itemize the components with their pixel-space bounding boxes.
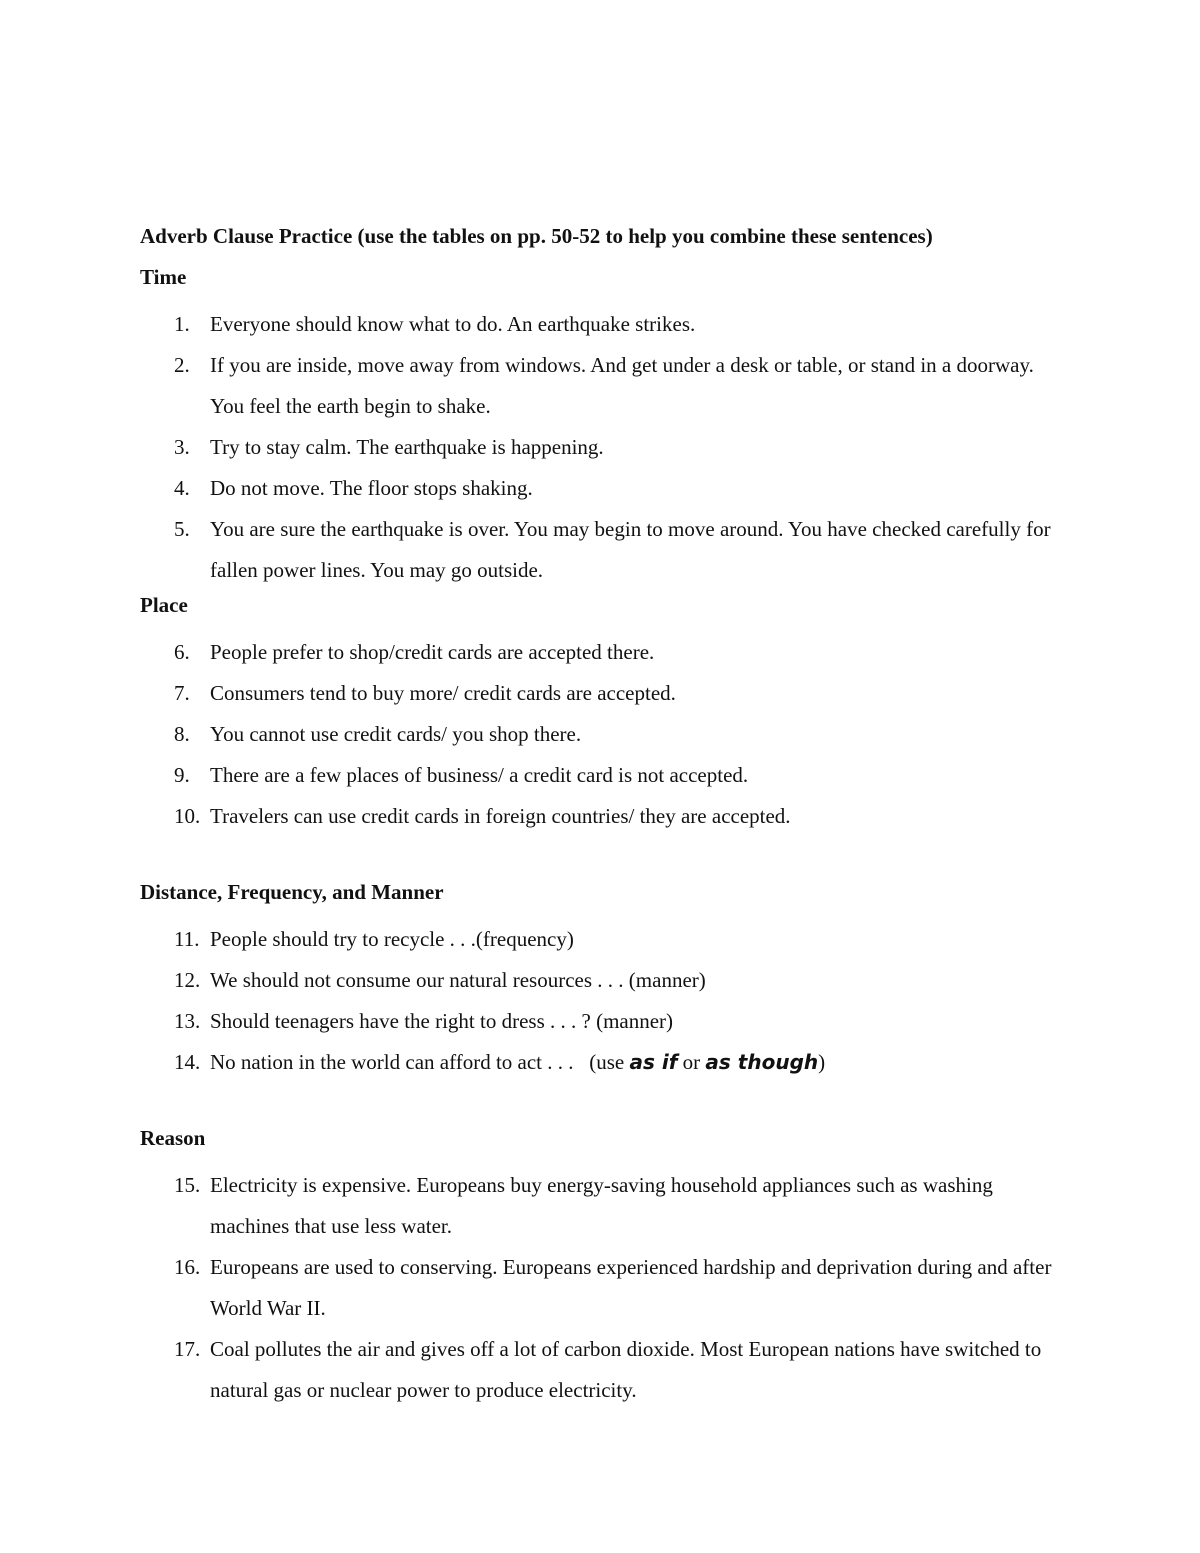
item-number: 12. <box>174 968 201 992</box>
list-item <box>140 345 1060 427</box>
item-number: 4. <box>174 476 190 500</box>
item-text: We should not consume our natural resources . . . (manner) <box>210 968 706 992</box>
list-time <box>140 304 1060 591</box>
item-text <box>210 1050 825 1074</box>
item-number: 2. <box>174 353 190 377</box>
item-text: Everyone should know what to do. An earthquake strikes. <box>210 312 696 336</box>
item-number: 16. <box>174 1255 201 1279</box>
section-heading-reason: Reason <box>140 1126 206 1150</box>
emphasis-as-if: as if <box>629 1050 678 1074</box>
list-item <box>140 1247 1060 1329</box>
emphasis-as-though: as though <box>705 1050 819 1074</box>
list-item <box>140 468 1060 509</box>
item-number: 13. <box>174 1009 201 1033</box>
section-heading-time: Time <box>140 265 187 289</box>
list-item <box>140 1042 1060 1083</box>
item-number: 8. <box>174 722 190 746</box>
item-text: Do not move. The floor stops shaking. <box>210 476 533 500</box>
item-text: If you are inside, move away from windows. And get under a desk or table, or stand in a doorway. You feel the earth begin to shake. <box>210 353 1034 418</box>
item-number: 1. <box>174 312 190 336</box>
list-item <box>140 427 1060 468</box>
item-text: You are sure the earthquake is over. You may begin to move around. You have checked carefully for fallen power lines. You may go outside. <box>210 517 1051 582</box>
item-number: 15. <box>174 1173 201 1197</box>
item-number: 17. <box>174 1337 201 1361</box>
list-item <box>140 1165 1060 1247</box>
list-item <box>140 632 1060 673</box>
item-number: 7. <box>174 681 190 705</box>
item-text: You cannot use credit cards/ you shop there. <box>210 722 582 746</box>
item-number: 14. <box>174 1050 201 1074</box>
item-text: Should teenagers have the right to dress . . . ? (manner) <box>210 1009 674 1033</box>
item-number: 9. <box>174 763 190 787</box>
list-item <box>140 509 1060 591</box>
item-text-before: No nation in the world can afford to act . . . (use <box>210 1050 630 1074</box>
item-number: 11. <box>174 927 200 951</box>
item-text: People prefer to shop/credit cards are accepted there. <box>210 640 655 664</box>
item-text: There are a few places of business/ a credit card is not accepted. <box>210 763 749 787</box>
list-item <box>140 673 1060 714</box>
list-distance-frequency-manner <box>140 919 1060 1083</box>
section-heading-distance-frequency-manner: Distance, Frequency, and Manner <box>140 880 444 904</box>
item-number: 6. <box>174 640 190 664</box>
list-item <box>140 1001 1060 1042</box>
list-item <box>140 755 1060 796</box>
item-number: 5. <box>174 517 190 541</box>
item-text: Try to stay calm. The earthquake is happening. <box>210 435 604 459</box>
item-text: Electricity is expensive. Europeans buy energy-saving household appliances such as washing machines that use less water. <box>210 1173 993 1238</box>
item-text-after: ) <box>818 1050 826 1074</box>
item-text: Travelers can use credit cards in foreign countries/ they are accepted. <box>210 804 791 828</box>
section-heading-place: Place <box>140 593 188 617</box>
list-reason <box>140 1165 1060 1411</box>
list-item <box>140 960 1060 1001</box>
item-text-mid: or <box>677 1050 706 1074</box>
document-title: Adverb Clause Practice (use the tables on pp. 50-52 to help you combine these sentences) <box>140 224 933 248</box>
item-text: Europeans are used to conserving. Europeans experienced hardship and deprivation during and after World War II. <box>210 1255 1052 1320</box>
list-item <box>140 1329 1060 1411</box>
item-number: 10. <box>174 804 201 828</box>
item-text: Consumers tend to buy more/ credit cards are accepted. <box>210 681 676 705</box>
item-text: People should try to recycle . . .(frequency) <box>210 927 574 951</box>
document-content <box>140 222 1060 1411</box>
list-place <box>140 632 1060 837</box>
item-text: Coal pollutes the air and gives off a lot of carbon dioxide. Most European nations have switched to natural gas or nuclear power to produce electricity. <box>210 1337 1042 1402</box>
list-item <box>140 714 1060 755</box>
item-number: 3. <box>174 435 190 459</box>
list-item <box>140 919 1060 960</box>
list-item <box>140 796 1060 837</box>
list-item <box>140 304 1060 345</box>
